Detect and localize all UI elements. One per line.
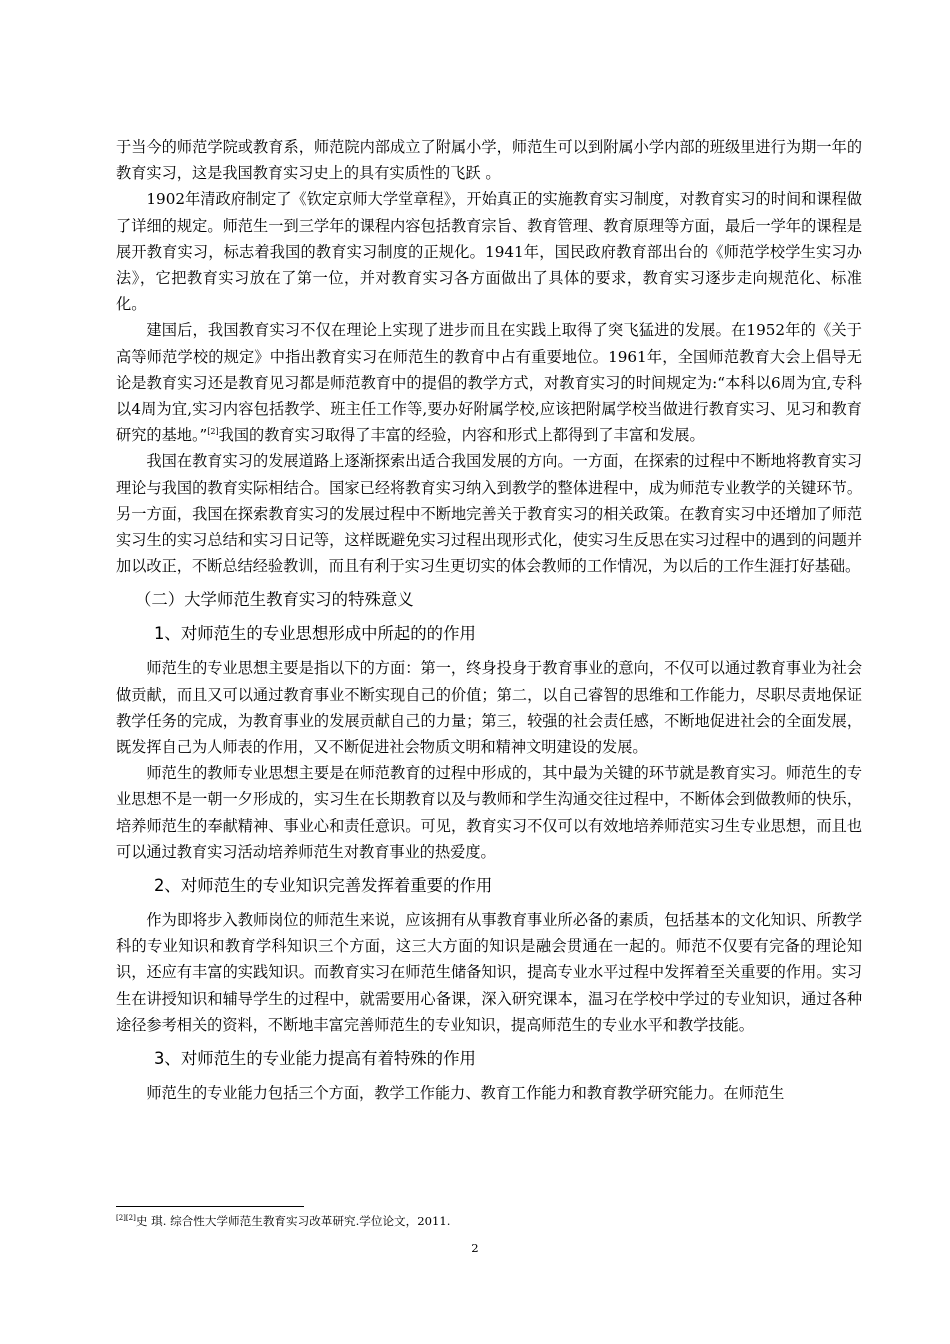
paragraph-6: 师范生的教师专业思想主要是在师范教育的过程中形成的，其中最为关键的环节就是教育实习。师范生的专业思想不是一朝一夕形成的，实习生在长期教育以及与教师和学生沟通交往过程中，不断体会到做教师的快乐，培养师范生的奉献精神、事业心和责任意识。可见，教育实习不仅可以有效地培养师范实习生专业思想，而且也可以通过教育实习活动培养师范生对教育事业的热爱度。 [116, 764, 862, 861]
footnote-separator [116, 1206, 304, 1207]
footnote-mark: [2][2] [116, 1214, 136, 1223]
paragraph-4: 我国在教育实习的发展道路上逐渐探索出适合我国发展的方向。一方面，在探索的过程中不断地将教育实习理论与我国的教育实际相结合。国家已经将教育实习纳入到教学的整体进程中，成为师范专业教学的关键环节。另一方面，我国在探索教育实习的发展过程中不断地完善关于教育实习的相关政策。在教育实习中还增加了师范实习生的实习总结和实习日记等，这样既避免实习过程出现形式化，使实习生反思在实习过程中的遇到的问题并加以改正，不断总结经验教训，而且有利于实习生更切实的体会教师的工作情况，为以后的工作生涯打好基础。 [116, 452, 862, 576]
footnote-reference[interactable]: [2] [207, 427, 219, 437]
footnote-text: 史 琪. 综合性大学师范生教育实习改革研究.学位论文，2011. [135, 1214, 451, 1228]
page-number: 2 [471, 1241, 479, 1255]
body-text [116, 134, 862, 1106]
paragraph-7: 作为即将步入教师岗位的师范生来说，应该拥有从事教育事业所必备的素质，包括基本的文化知识、所教学科的专业知识和教育学科知识三个方面，这三大方面的知识是融会贯通在一起的。师范不仅要有完备的理论知识，还应有丰富的实践知识。而教育实习在师范生储备知识，提高专业水平过程中发挥着至关重要的作用。实习生在讲授知识和辅导学生的过程中，就需要用心备课，深入研究课本，温习在学校中学过的专业知识，通过各种途径参考相关的资料，不断地丰富完善师范生的专业知识，提高师范生的专业水平和教学技能。 [116, 911, 862, 1034]
footnote [116, 1213, 450, 1229]
paragraph-1: 于当今的师范学院或教育系，师范院内部成立了附属小学，师范生可以到附属小学内部的班级里进行为期一年的教育实习，这是我国教育实习史上的具有实质性的飞跃 。 [116, 138, 862, 183]
paragraph-5: 师范生的专业思想主要是指以下的方面：第一，终身投身于教育事业的意向，不仅可以通过教育事业为社会做贡献，而且又可以通过教育事业不断实现自己的价值；第二，以自己睿智的思维和工作能力，尽职尽责地保证教学任务的完成，为教育事业的发展贡献自己的力量；第三，较强的社会责任感，不断地促进社会的全面发展，既发挥自己为人师表的作用，又不断促进社会物质文明和精神文明建设的发展。 [116, 659, 862, 757]
section-heading-2: （二）大学师范生教育实习的特殊意义 [135, 590, 414, 610]
paragraph-3-text-after: 我国的教育实习取得了丰富的经验，内容和形式上都得到了丰富和发展。 [218, 426, 705, 445]
subsection-heading-3: 3、对师范生的专业能力提高有着特殊的作用 [154, 1049, 476, 1069]
paragraph-2: 1902年清政府制定了《钦定京师大学堂章程》，开始真正的实施教育实习制度，对教育实习的时间和课程做了详细的规定。师范生一到三学年的课程内容包括教育宗旨、教育管理、教育原理等方面，最后一学年的课程是展开教育实习，标志着我国的教育实习制度的正规化。1941年，国民政府教育部出台的《师范学校学生实习办法》，它把教育实习放在了第一位，并对教育实习各方面做出了具体的要求，教育实习逐步走向规范化、标准化。 [116, 190, 862, 314]
subsection-heading-2: 2、对师范生的专业知识完善发挥着重要的作用 [154, 876, 493, 896]
subsection-heading-1: 1、对师范生的专业思想形成中所起的的作用 [154, 624, 476, 644]
paragraph-3-text-before: 建国后，我国教育实习不仅在理论上实现了进步而且在实践上取得了突飞猛进的发展。在1952年的《关于高等师范学校的规定》中指出教育实习在师范生的教育中占有重要地位。1961年，全国师范教育大会上倡导无论是教育实习还是教育见习都是师范教育中的提倡的教学方式，对教育实习的时间规定为:“本科以6周为宜,专科以4周为宜,实习内容包括教学、班主任工作等,要办好附属学校,应该把附属学校当做进行教育实习、见习和教育研究的基地。” [116, 321, 862, 445]
paragraph-8: 师范生的专业能力包括三个方面，教学工作能力、教育工作能力和教育教学研究能力。在师范生 [146, 1084, 785, 1103]
paragraph-3 [116, 317, 862, 448]
